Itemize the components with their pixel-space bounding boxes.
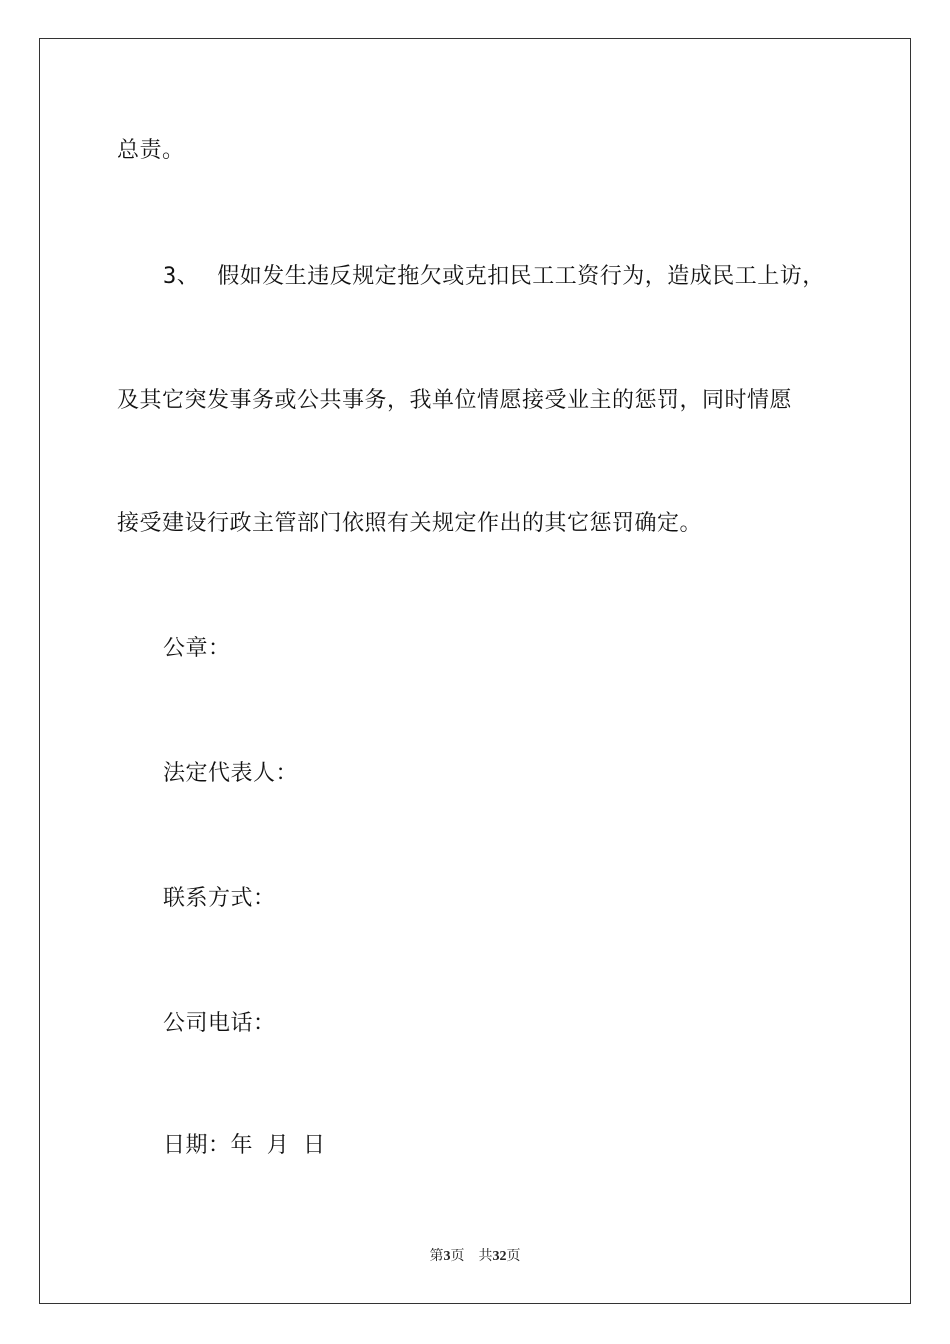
body-line-1: 总责。 xyxy=(117,138,185,163)
date-field: 日期：年 月 日 xyxy=(163,1133,326,1158)
seal-field: 公章： xyxy=(163,636,231,661)
page-total: 32 xyxy=(492,1249,507,1264)
page-footer xyxy=(0,1248,950,1266)
page-prefix: 第 xyxy=(429,1249,444,1264)
page-border xyxy=(39,38,911,1304)
body-line-4: 接受建设行政主管部门依照有关规定作出的其它惩罚确定。 xyxy=(117,511,703,536)
body-line-2: 假如发生违反规定拖欠或克扣民工工资行为，造成民工上访， xyxy=(217,264,825,289)
body-line-3: 及其它突发事务或公共事务，我单位情愿接受业主的惩罚，同时情愿 xyxy=(117,388,793,413)
item-number: 3、 xyxy=(163,264,200,289)
contact-field: 联系方式： xyxy=(163,886,276,911)
page-current: 3 xyxy=(443,1249,451,1264)
legal-rep-field: 法定代表人： xyxy=(163,761,299,786)
total-prefix: 共 xyxy=(478,1249,493,1264)
phone-field: 公司电话： xyxy=(163,1011,276,1036)
page-suffix: 页 xyxy=(450,1249,465,1264)
numbered-paragraph xyxy=(163,262,825,292)
total-suffix: 页 xyxy=(506,1249,521,1264)
